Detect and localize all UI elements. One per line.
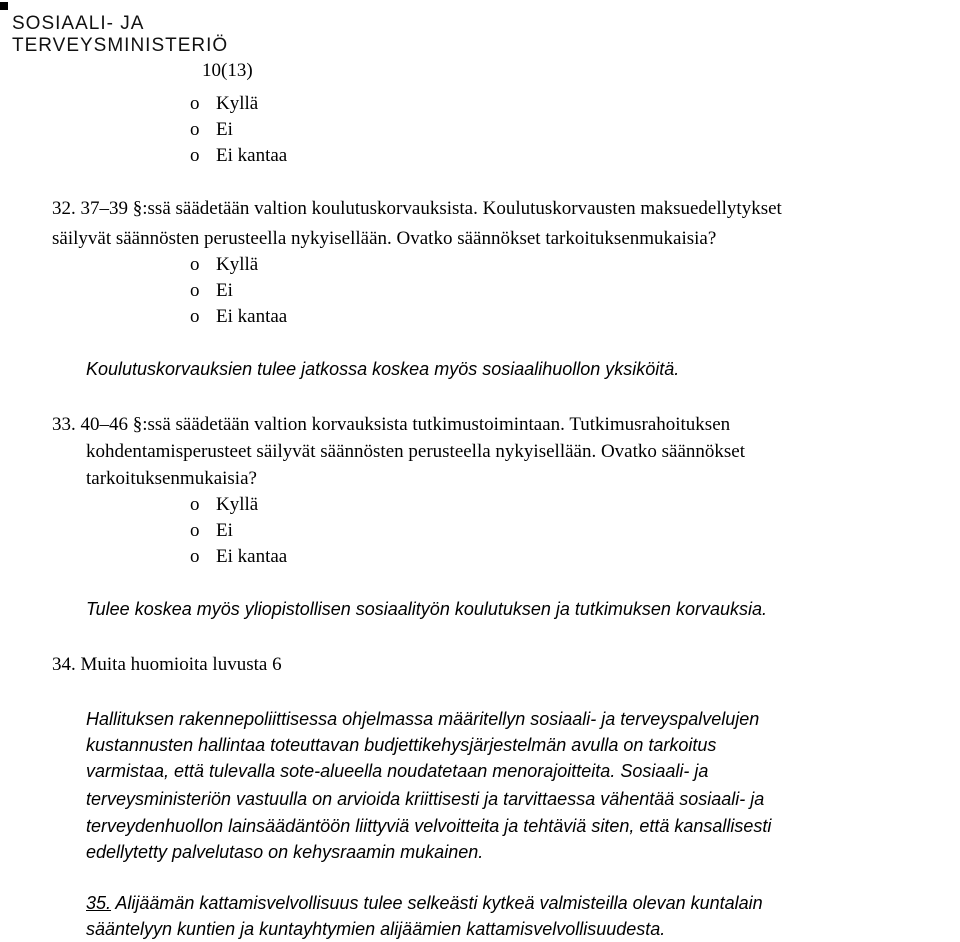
q34-answer-line-2: kustannusten hallintaa toteuttavan budjettikehysjärjestelmän avulla on tarkoitus <box>86 735 717 755</box>
option-label: Ei kantaa <box>216 546 288 567</box>
q33-line-2: kohdentamisperusteet säilyvät säännösten perusteella nykyisellään. Ovatko säännökset <box>86 441 746 462</box>
q33-option-1 <box>190 494 258 516</box>
option-label: Kyllä <box>216 93 259 114</box>
option-label: Ei <box>216 520 233 541</box>
q33-line-1: 33. 40–46 §:ssä säädetään valtion korvauksista tutkimustoimintaan. Tutkimusrahoituksen <box>52 414 731 435</box>
q32-line-1: 32. 37–39 §:ssä säädetään valtion koulutuskorvauksista. Koulutuskorvausten maksuedellytykset <box>52 198 782 219</box>
option-label: Kyllä <box>216 494 259 515</box>
q32-option-3 <box>190 306 287 328</box>
logo-line-1: SOSIAALI- JA <box>12 13 145 34</box>
q35-line-2: sääntelyyn kuntien ja kuntayhtymien alijäämien kattamisvelvollisuudesta. <box>86 919 666 939</box>
q33-option-3 <box>190 546 287 568</box>
q35-text: Alijäämän kattamisvelvollisuus tulee selkeästi kytkeä valmisteilla olevan kuntalain <box>111 893 763 913</box>
q34-line-1: 34. Muita huomioita luvusta 6 <box>52 654 282 675</box>
option-label: Ei kantaa <box>216 306 288 327</box>
bullet-icon: o <box>190 145 200 166</box>
bullet-icon: o <box>190 520 200 541</box>
q33-line-3: tarkoituksenmukaisia? <box>86 468 257 489</box>
bullet-icon: o <box>190 280 200 301</box>
option-label: Ei <box>216 119 233 140</box>
bullet-icon: o <box>190 546 200 567</box>
q33-option-2 <box>190 520 233 542</box>
q35-number: 35. <box>86 893 112 913</box>
page-number: 10(13) <box>202 60 253 81</box>
option-label: Ei kantaa <box>216 145 288 166</box>
logo-line-2: TERVEYSMINISTERIÖ <box>12 35 229 56</box>
bullet-icon: o <box>190 93 200 114</box>
q34-answer-line-4: terveysministeriön vastuulla on arvioida kriittisesti ja tarvittaessa vähentää sosiaali- ja <box>86 789 765 809</box>
q34-answer-line-1: Hallituksen rakennepoliittisessa ohjelmassa määritellyn sosiaali- ja terveyspalvelujen <box>86 709 760 729</box>
option-label: Ei <box>216 280 233 301</box>
q32-option-2 <box>190 280 233 302</box>
bullet-icon: o <box>190 119 200 140</box>
bullet-icon: o <box>190 494 200 515</box>
logo-mark-square <box>0 2 8 10</box>
q34-answer-line-3: varmistaa, että tulevalla sote-alueella noudatetaan menorajoitteita. Sosiaali- ja <box>86 761 709 781</box>
q34-answer-line-6: edellytetty palvelutaso on kehysraamin mukainen. <box>86 842 484 862</box>
option-label: Kyllä <box>216 254 259 275</box>
q34-answer-line-5: terveydenhuollon lainsäädäntöön liittyviä velvoitteita ja tehtäviä siten, että kansallisesti <box>86 816 772 836</box>
bullet-icon: o <box>190 254 200 275</box>
q32-answer: Koulutuskorvauksien tulee jatkossa koskea myös sosiaalihuollon yksiköitä. <box>86 359 680 379</box>
q35-line-1 <box>86 892 763 914</box>
q32-line-2: säilyvät säännösten perusteella nykyisellään. Ovatko säännökset tarkoituksenmukaisia? <box>52 228 717 249</box>
bullet-icon: o <box>190 306 200 327</box>
top-option-1 <box>190 93 258 115</box>
q33-answer: Tulee koskea myös yliopistollisen sosiaalityön koulutuksen ja tutkimuksen korvauksia. <box>86 599 767 619</box>
top-option-2 <box>190 119 233 141</box>
top-option-3 <box>190 145 287 167</box>
q32-option-1 <box>190 254 258 276</box>
